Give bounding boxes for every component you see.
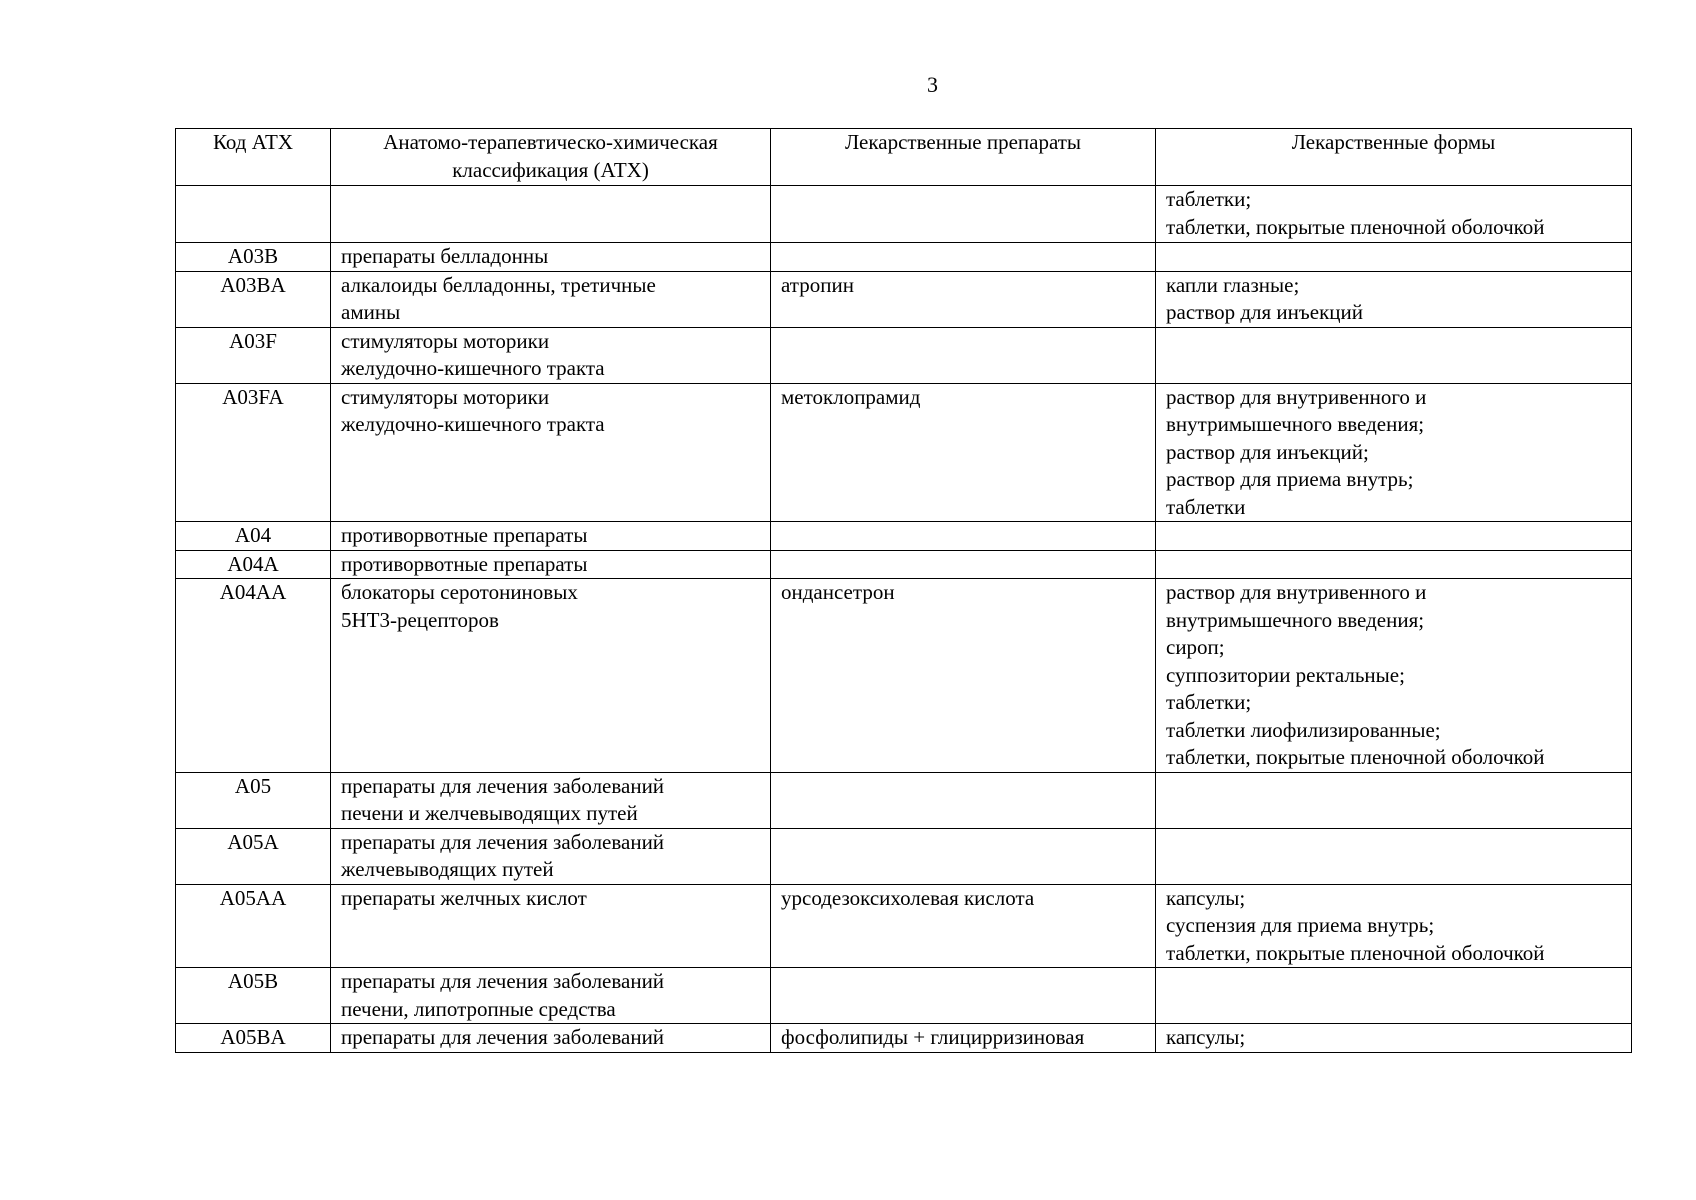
cell-drug-line: метоклопрамид xyxy=(781,384,921,409)
cell-classification-line: амины xyxy=(341,300,401,324)
cell-forms xyxy=(1156,1024,1632,1053)
table-row xyxy=(176,186,1632,243)
cell-classification-line: стимуляторы моторики xyxy=(341,328,550,353)
cell-forms xyxy=(1156,884,1632,968)
cell-forms-line: таблетки; xyxy=(1166,187,1252,211)
cell-code: A05AA xyxy=(176,884,331,968)
cell-classification xyxy=(331,271,771,327)
cell-classification-line: печени и желчевыводящих путей xyxy=(341,801,638,825)
cell-classification-line: стимуляторы моторики xyxy=(341,384,550,409)
cell-drug xyxy=(771,243,1156,272)
cell-forms-line: капли глазные; xyxy=(1166,272,1300,297)
cell-code: A04AA xyxy=(176,579,331,773)
cell-drug-line: фосфолипиды + глицирризиновая xyxy=(781,1025,1085,1049)
table-row xyxy=(176,1024,1632,1053)
cell-code: A03F xyxy=(176,327,331,383)
table-row xyxy=(176,828,1632,884)
table-row xyxy=(176,579,1632,773)
cell-drug-line: ондансетрон xyxy=(781,580,895,604)
cell-drug-line: урсодезоксихолевая кислота xyxy=(781,885,1035,910)
cell-classification-line: желчевыводящих путей xyxy=(341,857,554,881)
cell-classification xyxy=(331,522,771,551)
cell-code: A03B xyxy=(176,243,331,272)
cell-classification-line: противорвотные препараты xyxy=(341,523,588,547)
cell-drug xyxy=(771,186,1156,243)
table-body xyxy=(176,186,1632,1053)
cell-forms-line: внутримышечного введения; xyxy=(1166,412,1425,436)
header-drugs: Лекарственные препараты xyxy=(771,129,1156,186)
cell-forms-line: раствор для инъекций; xyxy=(1166,439,1369,464)
cell-code: A03FA xyxy=(176,383,331,522)
cell-classification-line: блокаторы серотониновых xyxy=(341,580,578,604)
cell-drug xyxy=(771,550,1156,579)
cell-drug xyxy=(771,772,1156,828)
cell-drug xyxy=(771,968,1156,1024)
cell-forms-line: раствор для приема внутрь; xyxy=(1166,467,1414,491)
cell-classification xyxy=(331,383,771,522)
table-row xyxy=(176,271,1632,327)
cell-forms xyxy=(1156,327,1632,383)
cell-forms-line: раствор для внутривенного и xyxy=(1166,384,1427,409)
cell-classification xyxy=(331,1024,771,1053)
cell-forms-line: суспензия для приема внутрь; xyxy=(1166,913,1435,937)
cell-drug xyxy=(771,271,1156,327)
cell-code: A05 xyxy=(176,772,331,828)
table-row xyxy=(176,243,1632,272)
cell-forms xyxy=(1156,579,1632,773)
table-row xyxy=(176,772,1632,828)
cell-code: A05BA xyxy=(176,1024,331,1053)
cell-classification-line: препараты для лечения заболеваний xyxy=(341,1025,665,1049)
cell-classification-line: препараты белладонны xyxy=(341,244,549,268)
cell-classification-line: препараты для лечения заболеваний xyxy=(341,829,665,854)
cell-classification xyxy=(331,828,771,884)
cell-classification-line: препараты для лечения заболеваний xyxy=(341,969,665,993)
cell-classification-line: препараты для лечения заболеваний xyxy=(341,773,665,798)
cell-forms-line: суппозитории ректальные; xyxy=(1166,662,1405,687)
cell-classification-line: печени, липотропные средства xyxy=(341,996,616,1021)
cell-classification-line: препараты желчных кислот xyxy=(341,885,587,910)
cell-drug xyxy=(771,522,1156,551)
cell-forms xyxy=(1156,271,1632,327)
cell-forms-line: раствор для инъекций xyxy=(1166,300,1363,324)
cell-code: A03BA xyxy=(176,271,331,327)
cell-drug xyxy=(771,327,1156,383)
table-row xyxy=(176,968,1632,1024)
cell-forms-line: таблетки xyxy=(1166,494,1246,519)
cell-classification xyxy=(331,884,771,968)
cell-forms xyxy=(1156,550,1632,579)
cell-code: A05A xyxy=(176,828,331,884)
cell-forms-line: сироп; xyxy=(1166,635,1225,659)
cell-classification xyxy=(331,327,771,383)
cell-classification-line: противорвотные препараты xyxy=(341,551,588,576)
table-header-row xyxy=(176,129,1632,186)
cell-forms-line: таблетки лиофилизированные; xyxy=(1166,717,1441,742)
cell-forms-line: таблетки; xyxy=(1166,690,1252,714)
cell-drug xyxy=(771,1024,1156,1053)
atx-table xyxy=(175,128,1632,1053)
cell-forms xyxy=(1156,243,1632,272)
cell-classification xyxy=(331,772,771,828)
cell-drug xyxy=(771,828,1156,884)
header-code: Код АТХ xyxy=(176,129,331,186)
cell-code xyxy=(176,186,331,243)
table-row xyxy=(176,550,1632,579)
cell-forms-line: капсулы; xyxy=(1166,1025,1246,1049)
table-row xyxy=(176,884,1632,968)
cell-drug xyxy=(771,383,1156,522)
table-row xyxy=(176,522,1632,551)
cell-forms xyxy=(1156,186,1632,243)
cell-classification xyxy=(331,579,771,773)
cell-forms-line: таблетки, покрытые пленочной оболочкой xyxy=(1166,745,1545,769)
cell-classification xyxy=(331,550,771,579)
header-classification: Анатомо-терапевтическо-химическая классификация (АТХ) xyxy=(331,129,771,186)
cell-forms-line: внутримышечного введения; xyxy=(1166,607,1425,632)
cell-classification-line: желудочно-кишечного тракта xyxy=(341,356,605,380)
cell-classification-line: 5HT3-рецепторов xyxy=(341,607,499,632)
cell-forms xyxy=(1156,968,1632,1024)
cell-drug xyxy=(771,579,1156,773)
cell-drug-line: атропин xyxy=(781,272,854,297)
cell-forms xyxy=(1156,383,1632,522)
cell-drug xyxy=(771,884,1156,968)
cell-classification xyxy=(331,243,771,272)
header-forms: Лекарственные формы xyxy=(1156,129,1632,186)
cell-code: A04 xyxy=(176,522,331,551)
cell-forms-line: таблетки, покрытые пленочной оболочкой xyxy=(1166,214,1545,239)
cell-classification xyxy=(331,186,771,243)
table-row xyxy=(176,383,1632,522)
table-row xyxy=(176,327,1632,383)
cell-code: A05B xyxy=(176,968,331,1024)
cell-forms-line: раствор для внутривенного и xyxy=(1166,580,1427,604)
cell-forms xyxy=(1156,772,1632,828)
cell-classification-line: алкалоиды белладонны, третичные xyxy=(341,272,656,297)
cell-forms xyxy=(1156,522,1632,551)
page-number: 3 xyxy=(927,72,938,97)
cell-classification xyxy=(331,968,771,1024)
cell-classification-line: желудочно-кишечного тракта xyxy=(341,412,605,436)
cell-forms-line: таблетки, покрытые пленочной оболочкой xyxy=(1166,940,1545,965)
cell-code: A04A xyxy=(176,550,331,579)
cell-forms xyxy=(1156,828,1632,884)
cell-forms-line: капсулы; xyxy=(1166,885,1246,910)
